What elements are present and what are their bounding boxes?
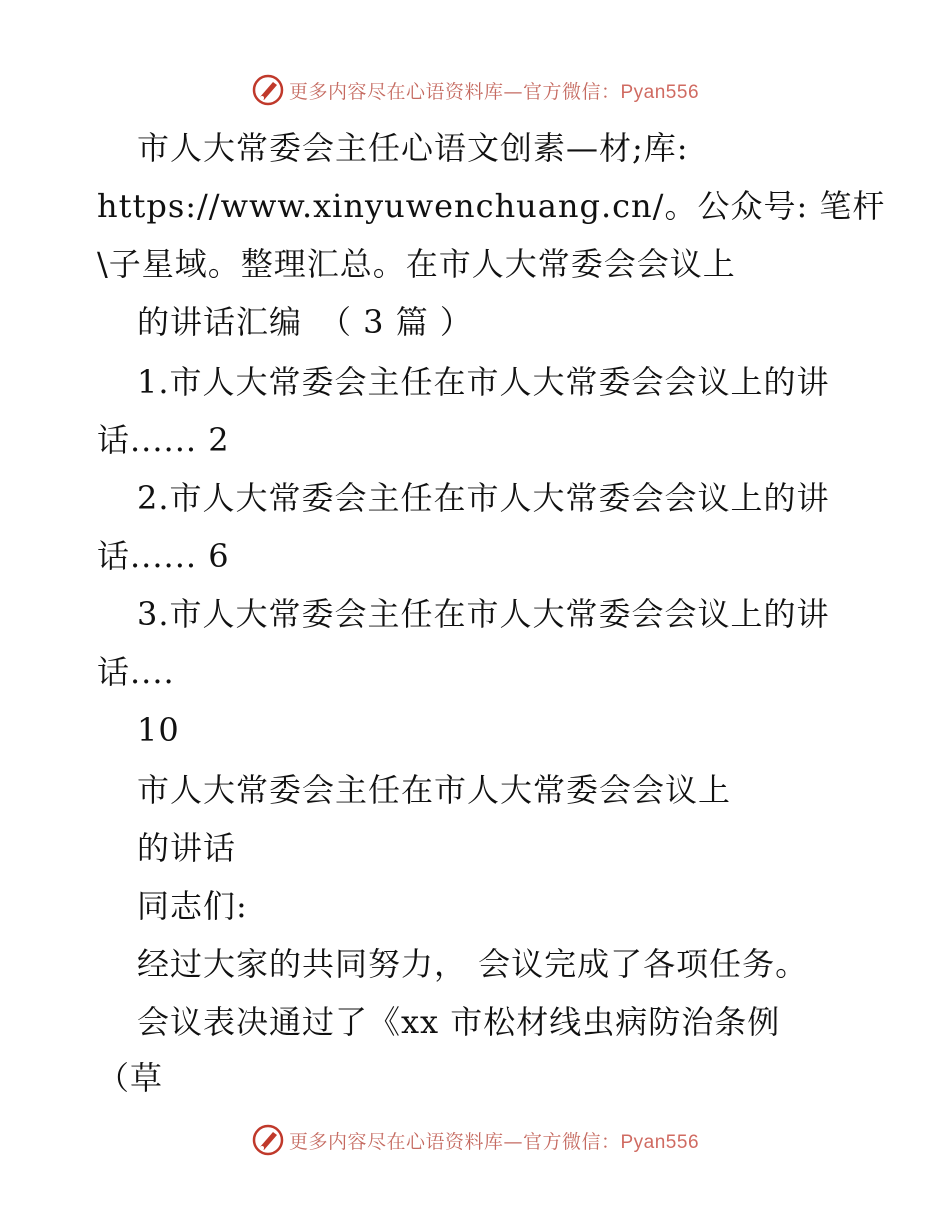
wechat-id: Pyan556 [620, 1131, 700, 1153]
intro-line-3: \子星域。整理汇总。在市人大常委会会议上 [97, 245, 736, 283]
speech-title-line-1: 市人大常委会主任在市人大常委会会议上 [137, 771, 732, 809]
toc-item-2-page: 话...... 6 [97, 537, 230, 575]
collection-title: 的讲话汇编 （ 3 篇 ） [137, 303, 473, 341]
toc-item-3-dots: 话.... [97, 653, 175, 691]
banner-text: 更多内容尽在心语资料库—官方微信：Pyan556 [288, 1130, 700, 1153]
pen-logo-icon [251, 1123, 285, 1157]
paragraph-2: 会议表决通过了《xx 市松材线虫病防治条例 [137, 1003, 781, 1041]
toc-item-3: 3.市人大常委会主任在市人大常委会会议上的讲 [137, 595, 830, 633]
toc-item-1-page: 话...... 2 [97, 421, 230, 459]
wechat-id: Pyan556 [620, 81, 700, 103]
greeting: 同志们: [137, 887, 248, 925]
toc-item-1: 1.市人大常委会主任在市人大常委会会议上的讲 [137, 363, 830, 401]
banner-text: 更多内容尽在心语资料库—官方微信：Pyan556 [288, 80, 700, 103]
intro-line-2: https://www.xinyuwenchuang.cn/。公众号: 笔杆 [97, 187, 886, 225]
paragraph-3: （草 [97, 1059, 164, 1097]
toc-item-2: 2.市人大常委会主任在市人大常委会会议上的讲 [137, 479, 830, 517]
speech-title-line-2: 的讲话 [137, 829, 237, 867]
toc-item-3-page: 10 [137, 711, 180, 749]
intro-line-1: 市人大常委会主任心语文创素—材;库: [137, 129, 689, 167]
footer-banner [0, 1120, 950, 1160]
paragraph-1: 经过大家的共同努力， 会议完成了各项任务。 [137, 945, 809, 983]
